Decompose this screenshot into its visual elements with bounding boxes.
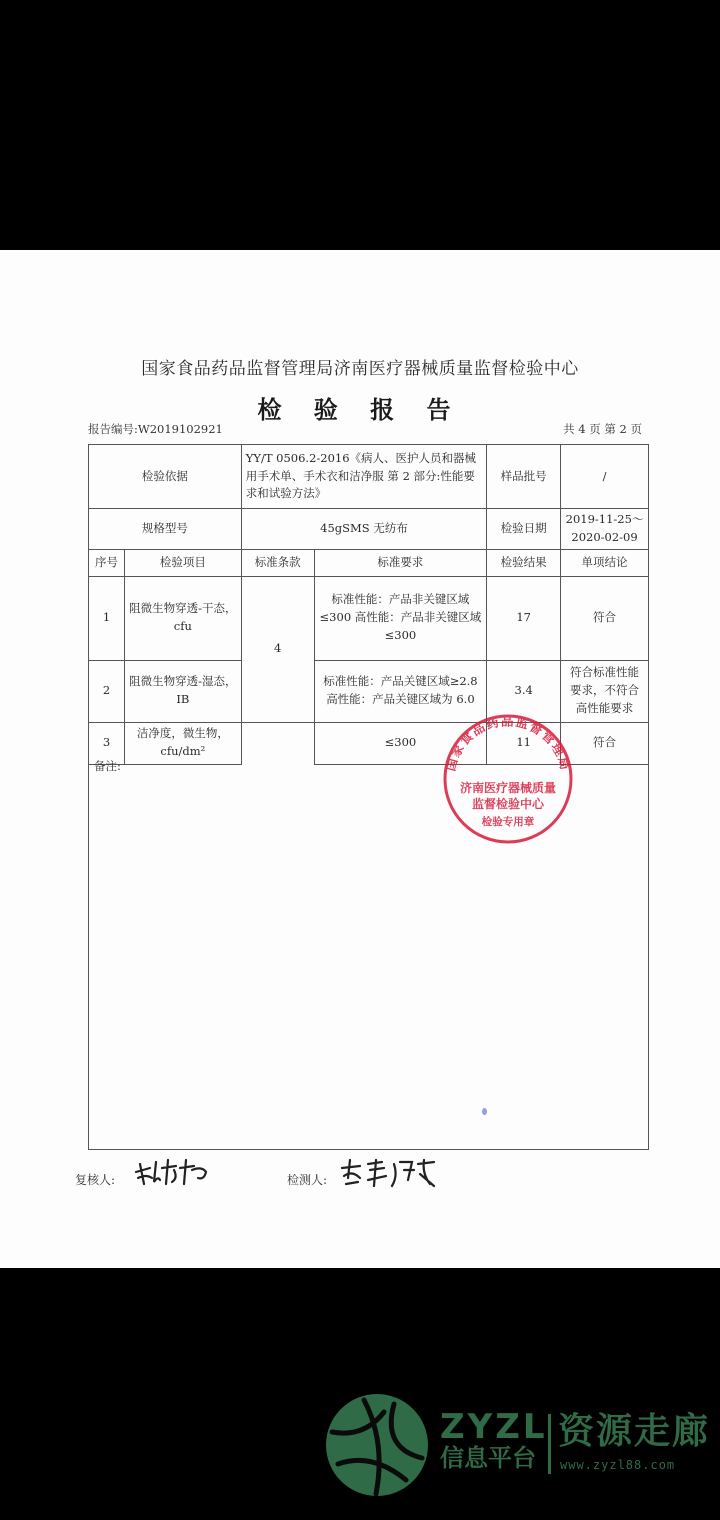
standard-clause: 4 bbox=[241, 576, 314, 722]
standard-requirement: 标准性能：产品关键区域≥2.8 高性能：产品关键区域为 6.0 bbox=[314, 660, 487, 722]
column-header: 检验结果 bbox=[487, 549, 561, 576]
batch-label: 样品批号 bbox=[487, 445, 561, 509]
report-title: 检 验 报 告 bbox=[257, 395, 463, 424]
standard-requirement: 标准性能：产品非关键区域≤300 高性能：产品非关键区域≤300 bbox=[314, 576, 487, 660]
test-item: 阻微生物穿透-湿态，IB bbox=[124, 660, 241, 722]
conclusion: 符合 bbox=[561, 576, 649, 660]
empty-clause-cell bbox=[241, 722, 314, 764]
report-page bbox=[0, 250, 720, 1268]
official-seal bbox=[438, 712, 578, 846]
row-number: 1 bbox=[89, 576, 125, 660]
row-number: 3 bbox=[89, 722, 125, 764]
watermark-brand: ZYZL bbox=[440, 1407, 548, 1447]
seal-line-3: 检验专用章 bbox=[481, 816, 535, 828]
date-label: 检验日期 bbox=[487, 509, 561, 550]
column-header: 检验项目 bbox=[124, 549, 241, 576]
seal-outer-text: 国家食品药品监督管理局 bbox=[442, 713, 574, 773]
scan-speck bbox=[482, 1108, 487, 1115]
watermark-cn-right: 资源走廊 bbox=[558, 1411, 711, 1452]
organization-title: 国家食品药品监督管理局济南医疗器械质量监督检验中心 bbox=[141, 359, 579, 379]
remarks-label: 备注: bbox=[94, 759, 121, 773]
watermark-divider bbox=[548, 1414, 551, 1474]
row-number: 2 bbox=[89, 660, 125, 722]
test-result: 11 bbox=[487, 722, 561, 764]
seal-line-1: 济南医疗器械质量 bbox=[459, 781, 557, 795]
conclusion: 符合标准性能要求，不符合高性能要求 bbox=[561, 660, 649, 722]
batch-value: / bbox=[561, 445, 649, 509]
basis-value: YY/T 0506.2-2016《病人、医护人员和器械用手术单、手术衣和洁净服 第 2 部分:性能要求和试验方法》 bbox=[241, 445, 486, 509]
reviewer-label: 复核人: bbox=[75, 1173, 116, 1187]
conclusion: 符合 bbox=[561, 722, 649, 764]
svg-text:国家食品药品监督管理局 bbox=[443, 713, 574, 772]
column-header: 单项结论 bbox=[561, 549, 649, 576]
column-header: 序号 bbox=[89, 549, 125, 576]
watermark-url: www.zyzl88.com bbox=[560, 1458, 676, 1472]
watermark-cn-left: 信息平台 bbox=[440, 1444, 536, 1472]
report-number: 报告编号:W2019102921 bbox=[88, 422, 223, 436]
watermark-logo bbox=[324, 1392, 430, 1498]
date-value: 2019-11-25～2020-02-09 bbox=[561, 509, 649, 550]
basis-row bbox=[89, 445, 649, 509]
inspector-label: 检测人: bbox=[287, 1173, 328, 1187]
reviewer-signature bbox=[132, 1156, 212, 1190]
model-value: 45gSMS 无纺布 bbox=[241, 509, 486, 550]
test-result: 3.4 bbox=[487, 660, 561, 722]
inspector-signature bbox=[338, 1156, 438, 1192]
standard-requirement: ≤300 bbox=[314, 722, 487, 764]
column-header: 标准条款 bbox=[241, 549, 314, 576]
column-header: 标准要求 bbox=[314, 549, 487, 576]
basis-label: 检验依据 bbox=[89, 445, 242, 509]
test-item: 洁净度，微生物，cfu/dm² bbox=[124, 722, 241, 764]
model-label: 规格型号 bbox=[89, 509, 242, 550]
table-header-row bbox=[89, 549, 649, 576]
test-result: 17 bbox=[487, 576, 561, 660]
table-row bbox=[89, 576, 649, 660]
model-row bbox=[89, 509, 649, 550]
page-info: 共 4 页 第 2 页 bbox=[563, 422, 642, 436]
seal-line-2: 监督检验中心 bbox=[471, 797, 545, 811]
test-item: 阻微生物穿透-干态，cfu bbox=[124, 576, 241, 660]
